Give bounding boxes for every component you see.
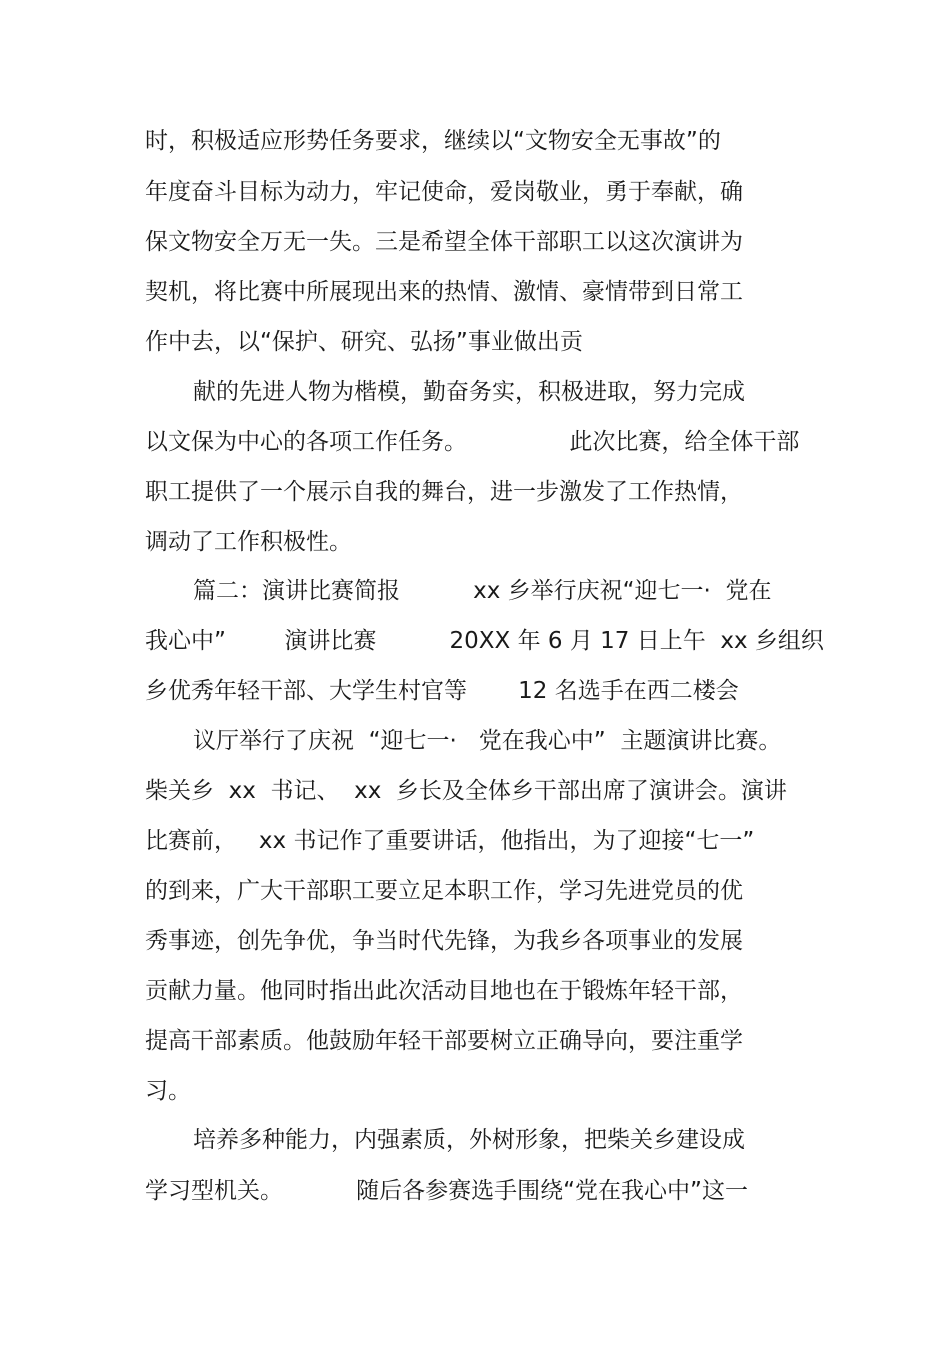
text-line: 年度奋斗目标为动力，牢记使命，爱岗敬业，勇于奉献，确 <box>145 179 743 205</box>
text-line: 我心中” 演讲比赛 20XX 年 6 月 17 日上午 xx 乡组织 <box>145 628 824 654</box>
text-line: 作中去，以“保护、研究、弘扬”事业做出贡 <box>145 329 583 355</box>
section-heading-line: 篇二：演讲比赛简报 xx 乡举行庆祝“迎七一· 党在 <box>193 578 772 604</box>
text-line: 的到来，广大干部职工要立足本职工作，学习先进党员的优 <box>145 878 743 904</box>
text-line: 以文保为中心的各项工作任务。 此次比赛，给全体干部 <box>145 429 800 455</box>
text-line: 贡献力量。他同时指出此次活动目地也在于锻炼年轻干部， <box>145 978 743 1004</box>
text-line: 培养多种能力，内强素质，外树形象，把柴关乡建设成 <box>193 1127 745 1153</box>
text-line: 保文物安全万无一失。三是希望全体干部职工以这次演讲为 <box>145 229 743 255</box>
text-line: 乡优秀年轻干部、大学生村官等 12 名选手在西二楼会 <box>145 678 739 704</box>
text-line: 比赛前， xx 书记作了重要讲话，他指出，为了迎接“七一” <box>145 828 755 854</box>
text-line: 秀事迹，创先争优，争当时代先锋，为我乡各项事业的发展 <box>145 928 743 954</box>
text-line: 献的先进人物为楷模，勤奋务实，积极进取，努力完成 <box>193 379 745 405</box>
text-line: 柴关乡 xx 书记、 xx 乡长及全体乡干部出席了演讲会。演讲 <box>145 778 787 804</box>
text-line: 时，积极适应形势任务要求，继续以“文物安全无事故”的 <box>145 128 721 154</box>
text-line: 职工提供了一个展示自我的舞台，进一步激发了工作热情， <box>145 479 743 505</box>
text-line: 调动了工作积极性。 <box>145 529 352 555</box>
text-line: 习。 <box>145 1078 191 1104</box>
text-line: 议厅举行了庆祝 “迎七一· 党在我心中” 主题演讲比赛。 <box>193 728 782 754</box>
text-line: 学习型机关。 随后各参赛选手围绕“党在我心中”这一 <box>145 1178 748 1204</box>
text-line: 提高干部素质。他鼓励年轻干部要树立正确导向，要注重学 <box>145 1028 743 1054</box>
text-line: 契机，将比赛中所展现出来的热情、激情、豪情带到日常工 <box>145 279 743 305</box>
